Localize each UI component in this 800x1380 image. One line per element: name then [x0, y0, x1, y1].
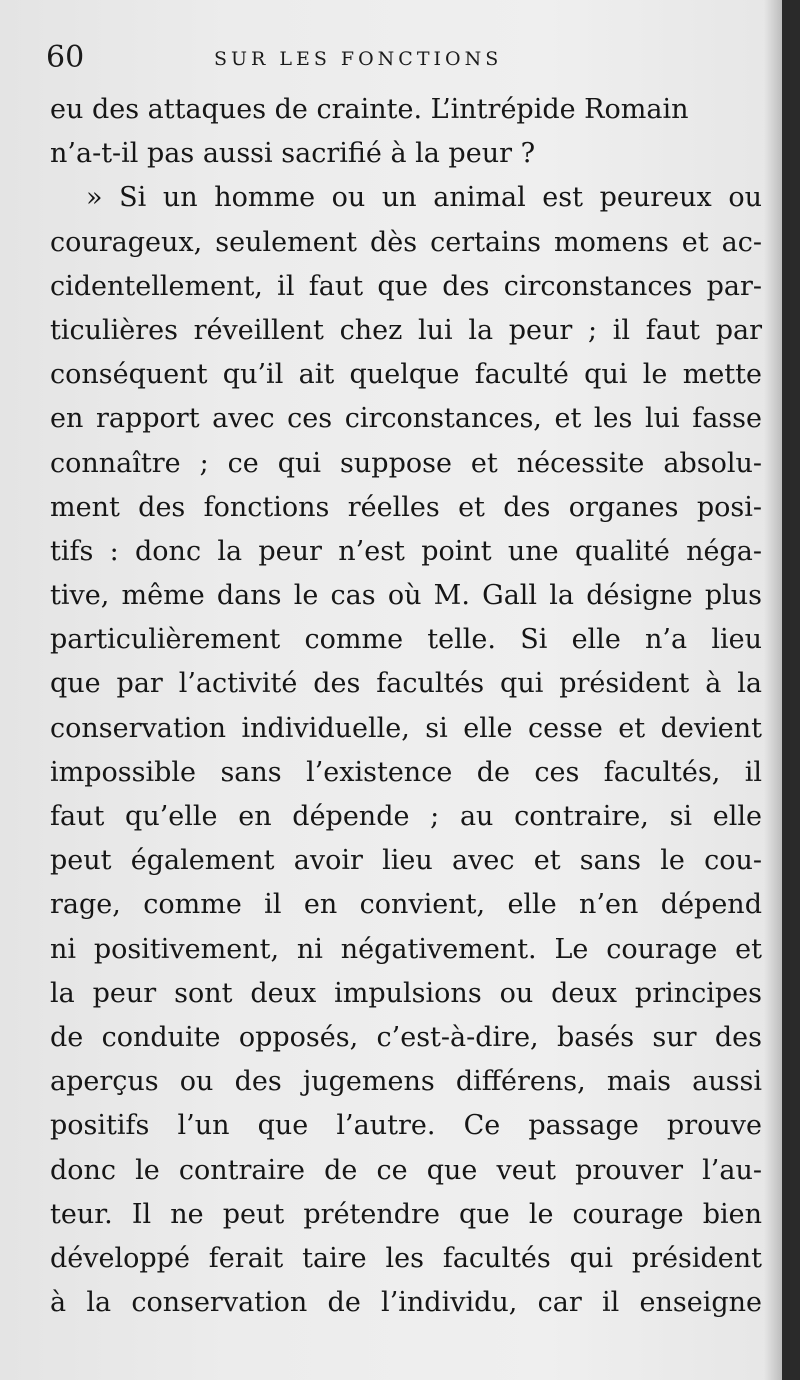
text-line: peut également avoir lieu avec et sans le cou- — [50, 845, 762, 877]
text-line: connaître ; ce qui suppose et nécessite absolu- — [50, 447, 762, 479]
text-line: donc le contraire de ce que veut prouver l’au- — [50, 1154, 762, 1186]
text-line: courageux, seulement dès certains momens et ac- — [50, 226, 762, 258]
text-line: conservation individuelle, si elle cesse et devient — [50, 712, 762, 744]
text-line: ticulières réveillent chez lui la peur ; il faut par — [50, 314, 762, 346]
text-line: » Si un homme ou un animal est peureux ou — [86, 182, 762, 214]
text-line: n’a-t-il pas aussi sacrifié à la peur ? — [50, 138, 536, 170]
text-line: la peur sont deux impulsions ou deux principes — [50, 977, 762, 1009]
text-line: impossible sans l’existence de ces facultés, il — [50, 756, 762, 788]
text-line: ment des fonctions réelles et des organes posi- — [50, 491, 762, 523]
text-line: en rapport avec ces circonstances, et les lui fasse — [50, 403, 762, 435]
text-line: particulièrement comme telle. Si elle n’a lieu — [50, 624, 762, 656]
text-line: tifs : donc la peur n’est point une qualité néga- — [50, 535, 762, 567]
running-head: SUR LES FONCTIONS — [214, 48, 503, 70]
page-edge-shadow — [764, 0, 782, 1380]
body-text — [50, 88, 762, 1325]
text-line: aperçus ou des jugemens différens, mais aussi — [50, 1066, 762, 1098]
text-line: eu des attaques de crainte. L’intrépide Romain — [50, 94, 689, 125]
text-line: tive, même dans le cas où M. Gall la désigne plus — [50, 580, 762, 612]
text-line: faut qu’elle en dépende ; au contraire, si elle — [50, 801, 762, 832]
text-line: à la conservation de l’individu, car il enseigne — [50, 1287, 762, 1319]
text-line: conséquent qu’il ait quelque faculté qui le mette — [50, 359, 762, 391]
text-line: développé ferait taire les facultés qui président — [50, 1242, 762, 1274]
text-line: que par l’activité des facultés qui président à la — [50, 668, 762, 700]
text-line: cidentellement, il faut que des circonstances par- — [50, 270, 762, 302]
page-number: 60 — [46, 40, 85, 75]
text-line: ni positivement, ni négativement. Le courage et — [50, 933, 762, 965]
text-line: teur. Il ne peut prétendre que le courage bien — [50, 1198, 762, 1230]
text-line: de conduite opposés, c’est-à-dire, basés sur des — [50, 1021, 762, 1053]
text-line: positifs l’un que l’autre. Ce passage prouve — [50, 1110, 762, 1142]
page-header — [46, 40, 758, 80]
text-line: rage, comme il en convient, elle n’en dépend — [50, 889, 762, 921]
